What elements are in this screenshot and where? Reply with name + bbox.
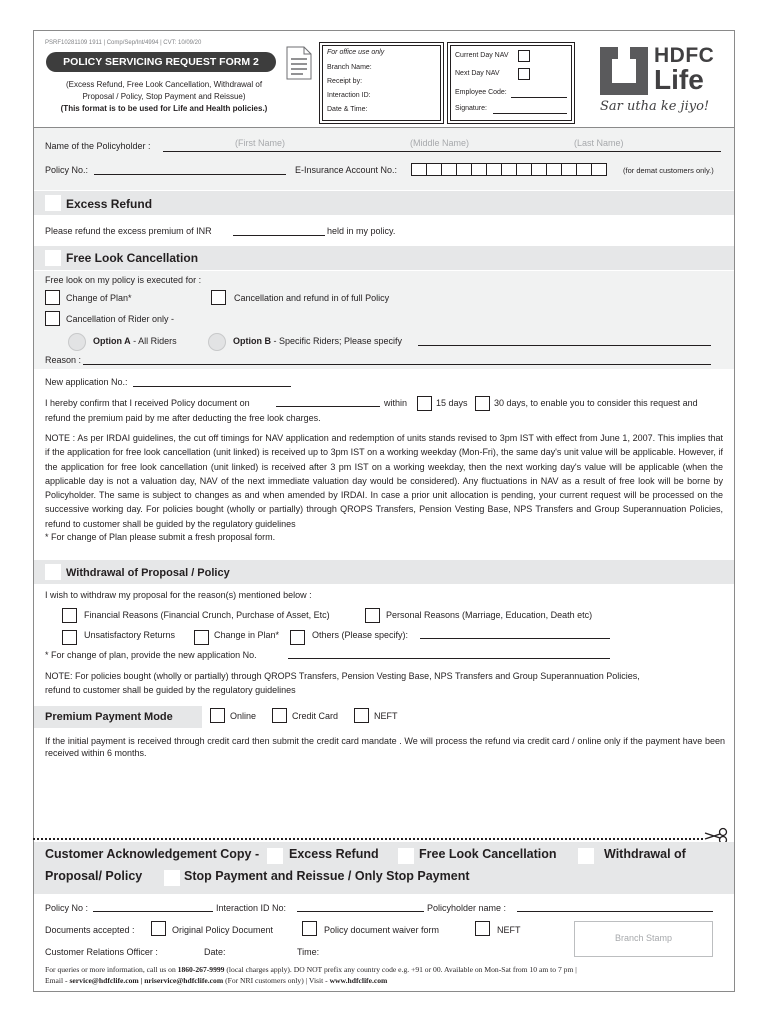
ack-interaction-id-field[interactable] (297, 911, 424, 912)
cancellation-refund-checkbox[interactable] (211, 290, 226, 305)
signature-line[interactable] (493, 113, 567, 114)
withdrawal-change-plan-label: Change in Plan* (214, 630, 280, 640)
footer-contact-line: For queries or more information, call us on 1860-267-9999 (local charges apply). DO NOT prefix any country code e.g. +91 or 00. Available on Mon-Sat from 10 am to 7 pm | (45, 965, 577, 974)
documents-accepted-label: Documents accepted : (45, 925, 135, 935)
15-days-label: 15 days (436, 398, 468, 408)
branch-name-label: Branch Name: (327, 64, 372, 71)
original-doc-checkbox[interactable] (151, 921, 166, 936)
current-day-nav-checkbox[interactable] (518, 50, 530, 62)
free-look-title: Free Look Cancellation (66, 251, 199, 265)
free-look-nav-note: NOTE : As per IRDAI guidelines, the cut off timings for NAV application and redemption of units stands revised to 3pm IST with effect from June 1, 2007. This implies that if the application for free look cancellation (unit linked) is received up to 3pm IST on a working weekday (Mon-Fri), the same day's unit value will be applicable. However, if the application for free look cancellation (unit linked) is received after 3 pm IST on a working weekday, then the next working day's value will be applicable (when the applicable day is not a valuation day, NAV of the next immediate valuation day would be considered). Any fluctuations in NAV as a result of free look will be borne by Policyholder. The same is subject to changes as and when amended by IRDAI. In case a prior unit allocation is pending, your current request will be processed on the successive working day. For policies bought (wholly or partially) through QROPS Transfers, Pension Vesting Base, NPS Transfers and Group Superannuation Policies, refund to customer shall be guided by the regulatory guidelines (45, 433, 723, 529)
form-code: PSRF10281109 1911 | Comp/Sep/Int/4994 | CVT: 10/09/20 (45, 40, 202, 46)
option-b-radio[interactable] (208, 333, 226, 351)
cancel-rider-checkbox[interactable] (45, 311, 60, 326)
signature-label: Signature: (455, 105, 487, 112)
credit-card-label: Credit Card (292, 711, 339, 721)
ack-stop-payment-checkbox[interactable] (164, 870, 180, 886)
others-label: Others (Please specify): (312, 630, 409, 640)
excess-refund-text-after: held in my policy. (327, 226, 396, 236)
new-application-field[interactable] (133, 386, 291, 387)
footer-email-line: Email - service@hdfclife.com | nriservice@hdfclife.com (For NRI customers only) | Visit - www.hdfclife.com (45, 976, 388, 985)
withdrawal-change-note: * For change of plan, provide the new application No. (45, 650, 257, 660)
free-look-checkbox[interactable] (45, 250, 61, 266)
confirm-text: I hereby confirm that I received Policy document on (45, 398, 250, 408)
ack-withdrawal-checkbox[interactable] (578, 848, 594, 864)
policyholder-name-label: Name of the Policyholder : (45, 141, 151, 151)
cancel-rider-label: Cancellation of Rider only - (66, 314, 175, 324)
middle-name-hint: (Middle Name) (410, 138, 470, 148)
date-time-label: Date & Time: (327, 106, 368, 113)
ack-withdrawal-label-2: Proposal/ Policy (45, 869, 143, 883)
financial-reasons-checkbox[interactable] (62, 608, 77, 623)
premium-payment-note: If the initial payment is received through credit card then submit the credit card mandate . We will process the refund via credit card / online only if the payment have been received within 6 months. (45, 736, 725, 758)
nav-box (450, 45, 572, 121)
reason-label: Reason : (45, 355, 82, 365)
change-of-plan-checkbox[interactable] (45, 290, 60, 305)
free-look-intro: Free look on my policy is executed for : (45, 275, 202, 285)
office-use-title: For office use only (327, 49, 385, 56)
receipt-by-label: Receipt by: (327, 78, 363, 85)
ack-policyholder-name-field[interactable] (517, 911, 713, 912)
excess-refund-checkbox[interactable] (45, 195, 61, 211)
ack-time-label: Time: (297, 947, 320, 957)
within-label: within (384, 398, 408, 408)
withdrawal-new-application-field[interactable] (288, 658, 610, 659)
specific-riders-field[interactable] (418, 345, 711, 346)
office-use-box (322, 45, 441, 121)
acknowledgement-title: Customer Acknowledgement Copy - (45, 847, 260, 861)
waiver-form-checkbox[interactable] (302, 921, 317, 936)
ack-free-look-label: Free Look Cancellation (419, 847, 557, 861)
einsurance-label: E-Insurance Account No.: (295, 165, 398, 175)
footer-website-link[interactable]: www.hdfclife.com (329, 976, 388, 985)
ack-policyholder-name-label: Policyholder name : (427, 903, 507, 913)
withdrawal-note-line1: NOTE: For policies bought (wholly or partially) through QROPS Transfers, Pension Vesting Base, NPS Transfers and Group Superannuation Policies, (45, 671, 640, 681)
first-name-hint: (First Name) (235, 138, 285, 148)
policy-received-date-field[interactable] (276, 406, 380, 407)
option-a-radio[interactable] (68, 333, 86, 351)
branch-stamp-box (574, 921, 713, 957)
withdrawal-title: Withdrawal of Proposal / Policy (66, 567, 230, 579)
footer-phone: 1860-267-9999 (177, 965, 225, 974)
employee-code-label: Employee Code: (455, 89, 507, 96)
logo-life: Life (654, 64, 704, 95)
option-b-label: Option B - Specific Riders; Please specify (233, 336, 403, 346)
current-day-nav-label: Current Day NAV (455, 52, 509, 59)
policyholder-name-field[interactable] (163, 151, 721, 152)
confirm-text-line2: refund the premium paid by me after deducting the free look charges. (45, 413, 321, 423)
logo-hdfc: HDFC (654, 44, 715, 67)
document-icon (285, 46, 313, 80)
new-application-label: New application No.: (45, 377, 128, 387)
excess-refund-amount-field[interactable] (233, 235, 325, 236)
ack-free-look-checkbox[interactable] (398, 848, 414, 864)
ack-withdrawal-label: Withdrawal of (604, 847, 686, 861)
withdrawal-change-plan-checkbox[interactable] (194, 630, 209, 645)
policyholder-section (34, 128, 734, 190)
change-of-plan-label: Change of Plan* (66, 293, 132, 303)
15-days-checkbox[interactable] (417, 396, 432, 411)
employee-code-line[interactable] (511, 97, 567, 98)
unsatisfactory-returns-label: Unsatisfactory Returns (84, 630, 176, 640)
option-a-label: Option A - All Riders (93, 336, 177, 346)
premium-neft-checkbox[interactable] (354, 708, 369, 723)
withdrawal-intro: I wish to withdraw my proposal for the reason(s) mentioned below : (45, 590, 312, 600)
demat-note: (for demat customers only.) (623, 166, 714, 175)
cro-label: Customer Relations Officer : (45, 947, 158, 957)
logo-tagline: Sar utha ke jiyo! (600, 99, 710, 114)
interaction-id-label: Interaction ID: (327, 92, 371, 99)
ack-excess-refund-checkbox[interactable] (267, 848, 283, 864)
excess-refund-title: Excess Refund (66, 197, 153, 211)
ack-policy-no-field[interactable] (93, 911, 213, 912)
withdrawal-note-line2: refund to customer shall be guided by the regulatory guidelines (45, 685, 296, 695)
ack-neft-checkbox[interactable] (475, 921, 490, 936)
logo-mark-icon (600, 47, 648, 95)
credit-card-checkbox[interactable] (272, 708, 287, 723)
ack-date-label: Date: (204, 947, 226, 957)
30-days-checkbox[interactable] (475, 396, 490, 411)
cut-line (33, 838, 703, 840)
others-specify-field[interactable] (420, 638, 610, 639)
ack-excess-refund-label: Excess Refund (289, 847, 379, 861)
form-scope-note: (This format is to be used for Life and Health policies.) (60, 104, 268, 113)
premium-payment-title: Premium Payment Mode (45, 711, 173, 723)
reason-field[interactable] (83, 364, 711, 365)
others-checkbox[interactable] (290, 630, 305, 645)
footer-email-link[interactable]: service@hdfclife.com | nriservice@hdfclife.com (69, 976, 224, 985)
ack-neft-label: NEFT (497, 925, 521, 935)
30-days-label: 30 days, to enable you to consider this request and (494, 398, 698, 408)
form-subtitle-2: Proposal / Policy, Stop Payment and Reissue) (82, 92, 246, 101)
form-subtitle-1: (Excess Refund, Free Look Cancellation, Withdrawal of (65, 80, 263, 89)
branch-stamp-label: Branch Stamp (614, 933, 673, 943)
withdrawal-checkbox[interactable] (45, 564, 61, 580)
original-doc-label: Original Policy Document (172, 925, 274, 935)
cancellation-refund-label: Cancellation and refund in of full Policy (234, 293, 390, 303)
personal-reasons-label: Personal Reasons (Marriage, Education, Death etc) (386, 610, 593, 620)
policy-no-label: Policy No.: (45, 165, 89, 175)
waiver-form-label: Policy document waiver form (324, 925, 440, 935)
last-name-hint: (Last Name) (574, 138, 624, 148)
personal-reasons-checkbox[interactable] (365, 608, 380, 623)
ack-interaction-id-label: Interaction ID No: (216, 903, 287, 913)
online-label: Online (230, 711, 257, 721)
online-checkbox[interactable] (210, 708, 225, 723)
einsurance-account-field[interactable] (411, 163, 606, 177)
policy-no-field[interactable] (94, 174, 286, 175)
ack-policy-no-label: Policy No : (45, 903, 89, 913)
next-day-nav-label: Next Day NAV (455, 70, 500, 77)
premium-neft-label: NEFT (374, 711, 398, 721)
next-day-nav-checkbox[interactable] (518, 68, 530, 80)
unsatisfactory-returns-checkbox[interactable] (62, 630, 77, 645)
change-plan-note: * For change of Plan please submit a fresh proposal form. (45, 532, 276, 542)
financial-reasons-label: Financial Reasons (Financial Crunch, Purchase of Asset, Etc) (84, 610, 330, 620)
form-title: POLICY SERVICING REQUEST FORM 2 (46, 52, 276, 72)
hdfc-life-logo (600, 47, 648, 95)
ack-stop-payment-label: Stop Payment and Reissue / Only Stop Payment (184, 869, 470, 883)
excess-refund-text: Please refund the excess premium of INR (45, 226, 212, 236)
